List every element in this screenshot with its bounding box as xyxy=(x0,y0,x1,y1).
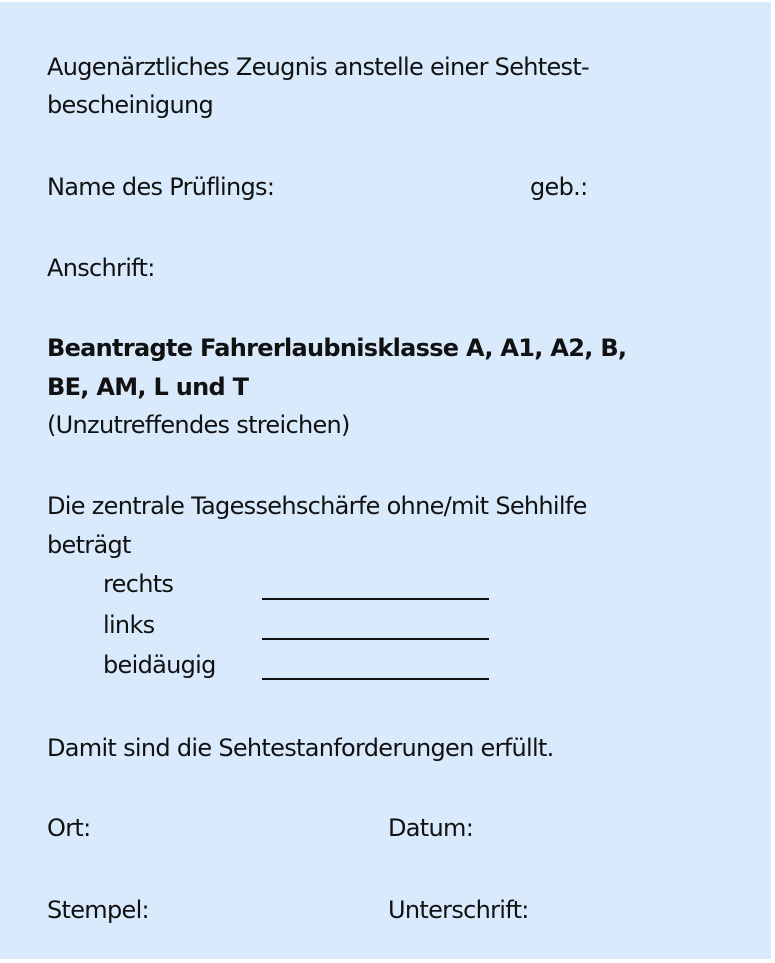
visual-acuity-text-line-2: beträgt xyxy=(47,531,131,559)
left-eye-label: links xyxy=(103,611,155,639)
right-eye-label: rechts xyxy=(103,570,174,598)
license-class-heading-line-1: Beantragte Fahrerlaubnisklasse A, A1, A2, B, xyxy=(47,334,627,362)
place-label: Ort: xyxy=(47,814,91,842)
birth-date-label: geb.: xyxy=(530,173,588,201)
stamp-label: Stempel: xyxy=(47,896,149,924)
date-label: Datum: xyxy=(388,814,474,842)
candidate-name-label: Name des Prüflings: xyxy=(47,173,275,201)
left-eye-blank-line xyxy=(262,638,489,640)
requirements-fulfilled-statement: Damit sind die Sehtestanforderungen erfüllt. xyxy=(47,734,554,762)
form-title-line-2: bescheinigung xyxy=(47,91,214,119)
license-class-heading-line-2: BE, AM, L und T xyxy=(47,373,249,401)
both-eyes-label: beidäugig xyxy=(103,651,216,679)
right-eye-blank-line xyxy=(262,598,489,600)
form-title-line-1: Augenärztliches Zeugnis anstelle einer Sehtest- xyxy=(47,53,590,81)
address-label: Anschrift: xyxy=(47,254,155,282)
license-class-note: (Unzutreffendes streichen) xyxy=(47,411,350,439)
eye-test-certificate-form xyxy=(0,2,771,959)
visual-acuity-text-line-1: Die zentrale Tagessehschärfe ohne/mit Sehhilfe xyxy=(47,492,587,520)
both-eyes-blank-line xyxy=(262,678,489,680)
signature-label: Unterschrift: xyxy=(388,896,529,924)
